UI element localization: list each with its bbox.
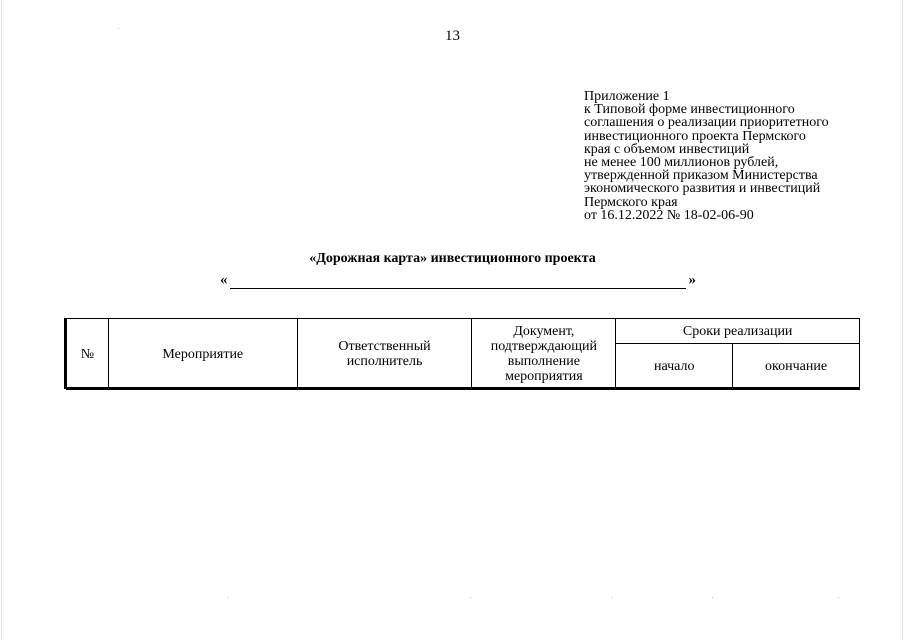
project-name-line bbox=[220, 272, 700, 292]
scan-speck bbox=[118, 28, 119, 29]
appendix-line: утвержденной приказом Министерства bbox=[584, 168, 818, 184]
header-number: № bbox=[67, 319, 109, 390]
header-terms: Сроки реализации bbox=[616, 319, 860, 344]
header-activity: Мероприятие bbox=[108, 319, 297, 390]
scan-speck bbox=[838, 597, 839, 598]
roadmap-table bbox=[66, 318, 860, 390]
appendix-line: от 16.12.2022 № 18-02-06-90 bbox=[584, 207, 754, 223]
header-document: Документ, подтверждающий выполнение мероприятия bbox=[472, 319, 616, 390]
appendix-line: края с объемом инвестиций bbox=[584, 141, 750, 157]
page-number: 13 bbox=[445, 28, 460, 44]
page-edge-right bbox=[902, 0, 903, 640]
page-edge-left bbox=[1, 0, 2, 640]
table-left-border bbox=[64, 318, 66, 389]
open-quote: « bbox=[220, 272, 228, 288]
scan-speck bbox=[470, 597, 471, 598]
appendix-line: Приложение 1 bbox=[584, 89, 670, 104]
document-title: «Дорожная карта» инвестиционного проекта bbox=[309, 251, 596, 266]
appendix-line: к Типовой форме инвестиционного bbox=[584, 102, 795, 118]
header-end: окончание bbox=[733, 344, 860, 390]
scan-speck bbox=[712, 597, 713, 598]
appendix-line: экономического развития и инвестиций bbox=[584, 181, 821, 197]
appendix-line: соглашения о реализации приоритетного bbox=[584, 115, 829, 131]
header-executor: Ответственный исполнитель bbox=[297, 319, 472, 390]
appendix-block bbox=[584, 90, 884, 222]
appendix-line: инвестиционного проекта Пермского bbox=[584, 128, 806, 144]
close-quote: » bbox=[688, 272, 696, 288]
appendix-line: Пермского края bbox=[584, 194, 678, 210]
project-name-blank bbox=[230, 288, 686, 289]
table-bottom-border bbox=[64, 387, 860, 389]
scan-speck bbox=[228, 597, 229, 598]
header-start: начало bbox=[616, 344, 733, 390]
appendix-line: не менее 100 миллионов рублей, bbox=[584, 155, 779, 171]
scan-speck bbox=[612, 597, 613, 598]
